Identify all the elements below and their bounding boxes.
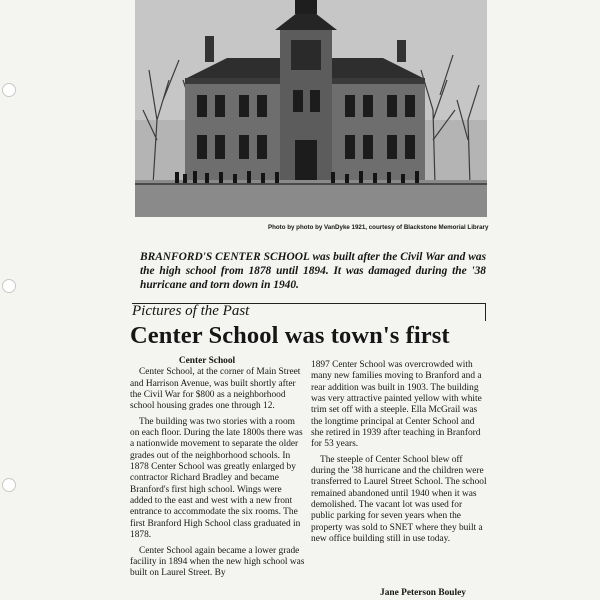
article-headline: Center School was town's first: [130, 322, 450, 349]
binder-hole-bottom: [2, 478, 16, 492]
article-column-1: [130, 356, 306, 584]
section-rule-corner: [485, 303, 486, 321]
photo-caption: [140, 250, 486, 292]
paragraph: Center School again became a lower grade facility in 1894 when the new high school was built on Laurel Street. By: [130, 545, 305, 579]
binder-hole-top: [2, 83, 16, 97]
article-subhead: Center School: [178, 356, 236, 366]
section-kicker: Pictures of the Past: [132, 303, 250, 319]
school-photo: [135, 0, 487, 217]
caption-lead: BRANFORD'S CENTER SCHOOL: [140, 251, 310, 263]
paragraph: 1897 Center School was overcrowded with many new families moving to Branford and a rear addition was built in 1903. The building was very attractive painted yellow with white trim set off with a steeple. Ella McGrail was the longtime principal at Center School and she retired in 1939 after teaching in Branford for 53 years.: [311, 360, 482, 450]
article-column-2: [311, 360, 487, 550]
caption-text: was built after the Civil War and was the high school from 1878 until 1894. It was damaged during the '38 hurricane and torn down in 1940.: [140, 251, 486, 292]
binder-hole-middle: [2, 279, 16, 293]
photo-credit: Photo by photo by VanDyke 1921, courtesy of Blackstone Memorial Library: [268, 224, 489, 231]
school-building-image: [135, 0, 487, 217]
paragraph: The building was two stories with a room on each floor. During the late 1800s there was a nationwide movement to separate the older grades out of the neighborhood schools. In 1878 Center School was greatly enlarged by contractor Richard Bradley and became Branford's first high school. Wings were added to the east and west with a new front entrance to accommodate the six rooms. The first Branford High School class graduated in 1878.: [130, 416, 303, 541]
paragraph: The steeple of Center School blew off during the '38 hurricane and the children were transferred to Laurel Street School. The school remained abandoned until 1940 when it was demolished. The vacant lot was used for public parking for seven years when the property was sold to SNET where they built a new office building still in use today.: [311, 454, 487, 545]
author-byline: Jane Peterson Bouley: [380, 588, 466, 598]
paragraph: Center School, at the corner of Main Street and Harrison Avenue, was built shortly after the Civil War for $800 as a neighborhood school housing grades one through 12.: [130, 367, 301, 412]
